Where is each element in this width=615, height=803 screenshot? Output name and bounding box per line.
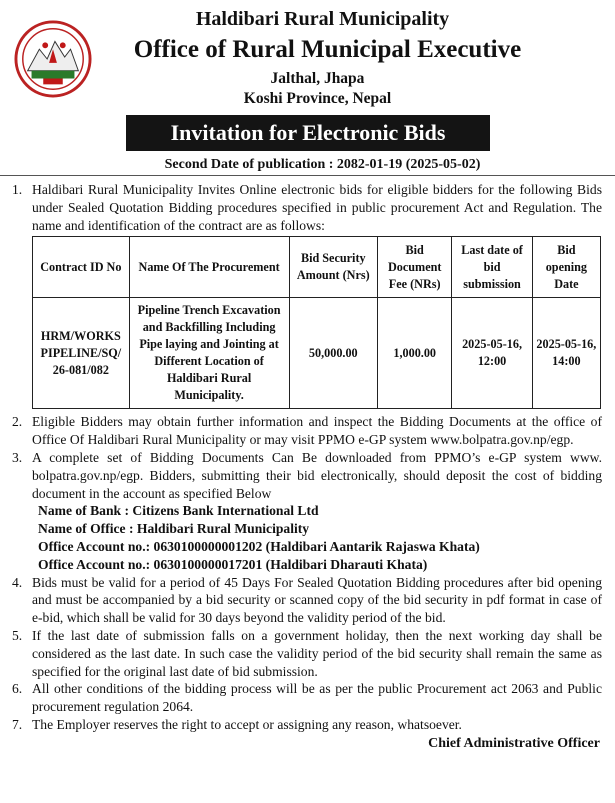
item-text: The Employer reserves the right to accept or assigning any reason, whatsoever. <box>32 716 462 732</box>
list-item <box>12 574 602 627</box>
divider <box>0 175 615 176</box>
item-number: 7. <box>12 716 23 732</box>
col-opening-date: Bid opening Date <box>532 237 600 298</box>
list-item <box>12 413 602 449</box>
cell-doc-fee: 1,000.00 <box>378 298 452 409</box>
col-procurement: Name Of The Procurement <box>129 237 289 298</box>
col-doc-fee: Bid Document Fee (NRs) <box>378 237 452 298</box>
item-text: Eligible Bidders may obtain further information and inspect the Bidding Documents at the office of Office Of Haldibari Rural Municipality or may visit PPMO e-GP system www.bolpatra.gov.np/egp. <box>32 414 602 448</box>
office-name: Name of Office : Haldibari Rural Municipality <box>38 521 310 537</box>
notice-title-banner: Invitation for Electronic Bids <box>126 115 490 151</box>
signature: Chief Administrative Officer <box>428 735 600 751</box>
cell-opening-date: 2025-05-16, 14:00 <box>532 298 600 409</box>
item-number: 2. <box>12 414 23 430</box>
bid-table <box>32 236 601 409</box>
item-text: A complete set of Bidding Documents Can Be downloaded from PPMO’s e-GP system www. bolpatra.gov.np/egp. Bidders, submitting their bid electronically, should deposit the cost of bidding document in the account as specified Below <box>32 449 602 501</box>
bank-name: Name of Bank : Citizens Bank International Ltd <box>38 503 319 519</box>
item-number: 1. <box>12 182 23 197</box>
item-number: 4. <box>12 574 23 590</box>
col-last-date: Last date of bid submission <box>452 237 532 298</box>
list-item <box>12 181 602 234</box>
list-item <box>12 449 602 502</box>
item-text: All other conditions of the bidding process will be as per the public Procurement act 2063 and Public procurement regulation 2064. <box>32 681 602 715</box>
list-item <box>12 716 602 734</box>
list-item <box>12 627 602 680</box>
item-number: 3. <box>12 449 23 465</box>
item-number: 5. <box>12 627 23 643</box>
table-row <box>33 298 601 409</box>
item-number: 6. <box>12 681 23 697</box>
account-number-1: Office Account no.: 0630100000001202 (Haldibari Aantarik Rajaswa Khata) <box>38 538 480 554</box>
table-header-row <box>33 237 601 298</box>
municipality-name: Haldibari Rural Municipality <box>195 8 450 30</box>
col-bid-security: Bid Security Amount (Nrs) <box>289 237 378 298</box>
col-contract-id: Contract ID No <box>33 237 130 298</box>
item-text: Bids must be valid for a period of 45 Days For Sealed Quotation Bidding procedures after bid opening and must be accompanied by a bid security or scanned copy of the bid security in pdf format in case of e-bid, which shall be valid for 30 days beyond the validity period of the bid. <box>32 574 602 626</box>
cell-bid-security: 50,000.00 <box>289 298 378 409</box>
notice-body <box>12 181 602 753</box>
cell-procurement: Pipeline Trench Excavation and Backfilling Including Pipe laying and Jointing at Different Location of Haldibari Rural Municipality. <box>129 298 289 409</box>
office-title: Office of Rural Municipal Executive <box>133 36 522 63</box>
item-text: Haldibari Rural Municipality Invites Online electronic bids for eligible bidders for the following Bids under Sealed Quotation Bidding procedures specified in public procurement Act and Regulation. The name and identification of the contract are as follows: <box>32 182 602 233</box>
address-line-1: Jalthal, Jhapa <box>270 70 365 87</box>
cell-last-date: 2025-05-16, 12:00 <box>452 298 532 409</box>
item-text: If the last date of submission falls on a government holiday, then the next working day shall be considered as the last date. In such case the validity period of the bid security shall remain the same as specified for the original last date of bid submission. <box>32 627 602 679</box>
list-item <box>12 680 602 716</box>
publication-date: Second Date of publication : 2082-01-19 (2025-05-02) <box>164 157 481 172</box>
account-number-2: Office Account no.: 0630100000017201 (Haldibari Dharauti Khata) <box>38 556 428 572</box>
cell-contract-id: HRM/WORKS PIPELINE/SQ/ 26-081/082 <box>33 298 130 409</box>
address-line-2: Koshi Province, Nepal <box>243 90 392 107</box>
notice-header <box>0 0 615 110</box>
